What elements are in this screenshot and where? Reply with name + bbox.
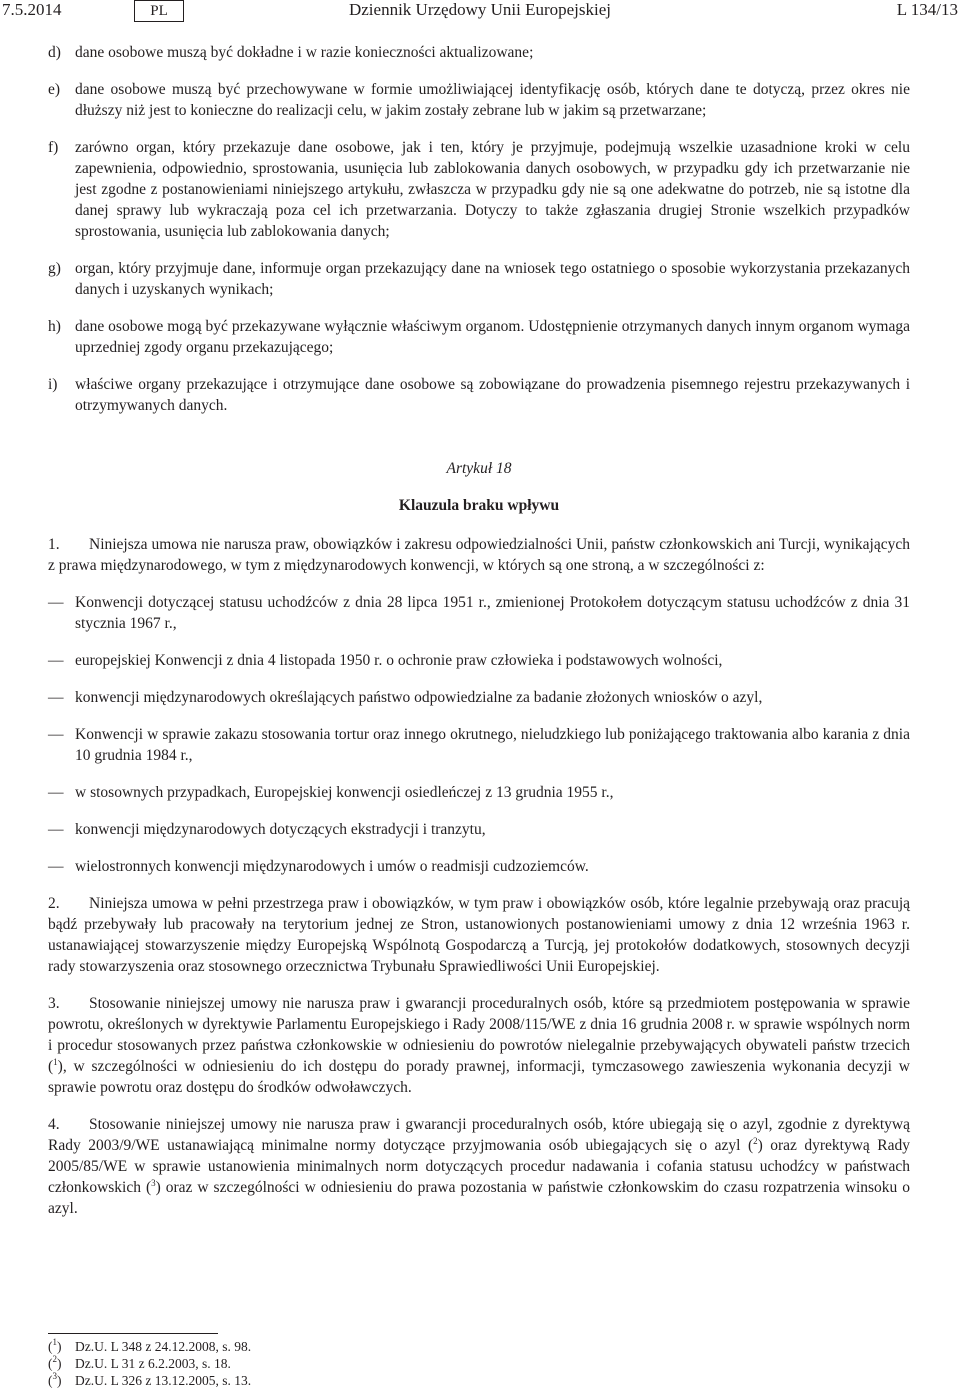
item-text: właściwe organy przekazujące i otrzymujące dane osobowe są zobowiązane do prowadzenia pisemnego rejestru przekazywanych i otrzymywanych danych. [75,376,910,414]
dash-item [48,650,910,671]
paragraph-number: 2. [48,895,60,912]
item-label: h) [48,318,61,335]
dash-mark: — [48,726,64,743]
footnote-ref[interactable]: 1 [53,1057,58,1067]
paragraph-number: 1. [48,536,60,553]
paragraph-2 [48,893,910,977]
footnote-ref[interactable]: 3 [151,1178,156,1188]
article-number: Artykuł 18 [446,460,512,477]
dash-text: konwencji międzynarodowych dotyczących ekstradycji i tranzytu, [75,821,486,838]
footnote-text: Dz.U. L 326 z 13.12.2005, s. 13. [75,1373,252,1388]
dash-text: Konwencji w sprawie zakazu stosowania tortur oraz innego okrutnego, nieludzkiego lub poniżającego traktowania albo karania z dnia 10 grudnia 1984 r., [75,726,910,764]
dash-mark: — [48,689,64,706]
footnote-text: Dz.U. L 348 z 24.12.2008, s. 98. [75,1339,252,1354]
footnote: ($^3$) Dz.U. L 326 z 13.12.2005, s. 13. [48,1371,252,1388]
paragraph-text: ) oraz dyrektywą Rady 2005/85/WE w sprawie ustanowienia minimalnych norm dotyczących procedur nadawania i cofania statusu uchodźcy w państwach członkowskich ( [48,1137,910,1196]
paragraph-text: Stosowanie niniejszej umowy nie narusza praw i gwarancji proceduralnych osób, które ubiegają się o azyl, zgodnie z dyrektywą Rady 2003/9/WE ustanawiającą minimalne normy dotyczące przyjmowania osób ubiegających się o azyl ( [48,1116,910,1154]
dash-mark: — [48,594,64,611]
dash-item [48,724,910,766]
paragraph-text: Niniejsza umowa nie narusza praw, obowiązków i zakresu odpowiedzialności Unii, państw członkowskich ani Turcji, wynikających z prawa międzynarodowego, w tym z międzynarodowych konwencji, w których są one stroną, a w szczególności z: [48,536,910,574]
dash-item [48,592,910,634]
paragraph-3 [48,993,910,1098]
publication-date: 7.5.2014 [2,0,62,19]
footnote-number: 2 [52,1354,57,1364]
list-item [48,258,910,300]
dash-item [48,819,910,840]
footnote-number: 3 [52,1371,57,1381]
item-text: dane osobowe mogą być przekazywane wyłącznie właściwym organom. Udostępnienie otrzymanych danych innym organom wymaga uprzedniej zgody organu przekazującego; [75,318,910,356]
journal-title: Dziennik Urzędowy Unii Europejskiej [348,0,611,19]
dash-text: konwencji międzynarodowych określających państwo odpowiedzialne za badanie złożonych wniosków o azyl, [75,689,763,706]
dash-item [48,782,910,803]
footnotes [48,1338,251,1389]
paragraph-4 [48,1114,910,1219]
list-item [48,137,910,242]
item-label: d) [48,44,61,61]
dash-mark: — [48,652,64,669]
dash-mark: — [48,858,64,875]
dash-text: Konwencji dotyczącej statusu uchodźców z dnia 28 lipca 1951 r., zmienionej Protokołem dotyczącym statusu uchodźców z dnia 31 stycznia 1967 r., [75,594,910,632]
paragraph-text: ) oraz w szczególności w odniesieniu do prawa pozostania w państwie członkowskim do czasu rozpatrzenia winsoku o azyl. [48,1179,910,1217]
dash-text: wielostronnych konwencji międzynarodowych i umów o readmisji cudzoziemców. [75,858,589,875]
dash-mark: — [48,784,64,801]
dash-mark: — [48,821,64,838]
paragraph-text: Niniejsza umowa w pełni przestrzega praw i obowiązków, w tym praw i obowiązków osób, które legalnie przebywają oraz pracują bądź przebywały lub pracowały na terytorium jednej ze Stron, ustanowionych postanowieniami umowy z dnia 12 września 1963 r. ustanawiającej stowarzyszenie między Europejską Wspólnotą Gospodarczą a Turcją, jej protokołów dodatkowych, stosownych decyzji rady stowarzyszenia oraz stosownego orzecznictwa Trybunału Sprawiedliwości Unii Europejskiej. [48,895,910,975]
list-item [48,316,910,358]
item-text: dane osobowe muszą być przechowywane w formie umożliwiającej identyfikację osób, których dane te dotyczą, przez okres nie dłuższy niż jest to konieczne do realizacji celu, w jakim zostały zebrane lub w jakim są przetwarzane; [75,81,910,119]
list-item [48,42,910,63]
dash-item [48,687,910,708]
dash-item [48,856,910,877]
list-item [48,79,910,121]
page-reference: L 134/13 [896,0,958,19]
paragraph-text: Stosowanie niniejszej umowy nie narusza praw i gwarancji proceduralnych osób, które są przedmiotem postępowania w sprawie powrotu, określonych w dyrektywie Parlamentu Europejskiego i Rady 2008/115/WE z dnia 16 grudnia 2008 r. w sprawie wspólnych norm i procedur stosowanych przez państwa członkowskie w odniesieniu do powrotów nielegalnie przebywających obywateli państw trzecich ( [48,995,910,1075]
footnote: ($^2$) Dz.U. L 31 z 6.2.2003, s. 18. [48,1354,231,1371]
item-label: g) [48,260,61,277]
footnote: ($^1$) Dz.U. L 348 z 24.12.2008, s. 98. [48,1337,252,1354]
language-badge: PL [134,0,184,22]
item-text: zarówno organ, który przekazuje dane osobowe, jak i ten, który je przyjmuje, podejmują wszelkie uzasadnione kroki w celu zapewnienia, odpowiednio, sprostowania, usunięcia lub zablokowania danych osobowych, w przypadku gdy ich przetwarzanie nie jest zgodne z postanowieniami niniejszego artykułu, zwłaszcza w przypadku gdy nie są one adekwatne do potrzeb, nie są istotne dla danej sprawy lub wykraczają poza cel ich przetwarzania. Dotyczy to także zgłaszania drugiej Stronie wszelkich przypadków sprostowania, usunięcia lub zablokowania danych; [75,139,910,240]
article-title: Klauzula braku wpływu [398,497,560,514]
dash-text: europejskiej Konwencji z dnia 4 listopada 1950 r. o ochronie praw człowieka i podstawowych wolności, [75,652,723,669]
item-label: f) [48,139,59,156]
footnote-text: Dz.U. L 31 z 6.2.2003, s. 18. [75,1356,231,1371]
item-text: dane osobowe muszą być dokładne i w razie konieczności aktualizowane; [75,44,534,61]
footnote-separator [48,1333,218,1334]
document-body [48,42,910,1235]
item-label: e) [48,81,61,98]
item-label: i) [48,376,58,393]
item-text: organ, który przyjmuje dane, informuje organ przekazujący dane na wniosek tego ostatniego o sposobie wykorzystania przekazanych danych i uzyskanych wynikach; [75,260,910,298]
footnote-number: 1 [52,1337,57,1347]
paragraph-number: 4. [48,1116,60,1133]
page-header [0,0,960,24]
paragraph-text: ), w szczególności w odniesieniu do ich dostępu do porady prawnej, informacji, tymczasowego zawieszenia wykonania decyzji w sprawie powrotu oraz dostępu do środków odwoławczych. [48,1058,910,1096]
paragraph-1 [48,534,910,576]
dash-text: w stosownych przypadkach, Europejskiej konwencji osiedleńczej z 13 grudnia 1955 r., [75,784,614,801]
footnote-ref[interactable]: 2 [753,1136,758,1146]
list-item [48,374,910,416]
paragraph-number: 3. [48,995,60,1012]
